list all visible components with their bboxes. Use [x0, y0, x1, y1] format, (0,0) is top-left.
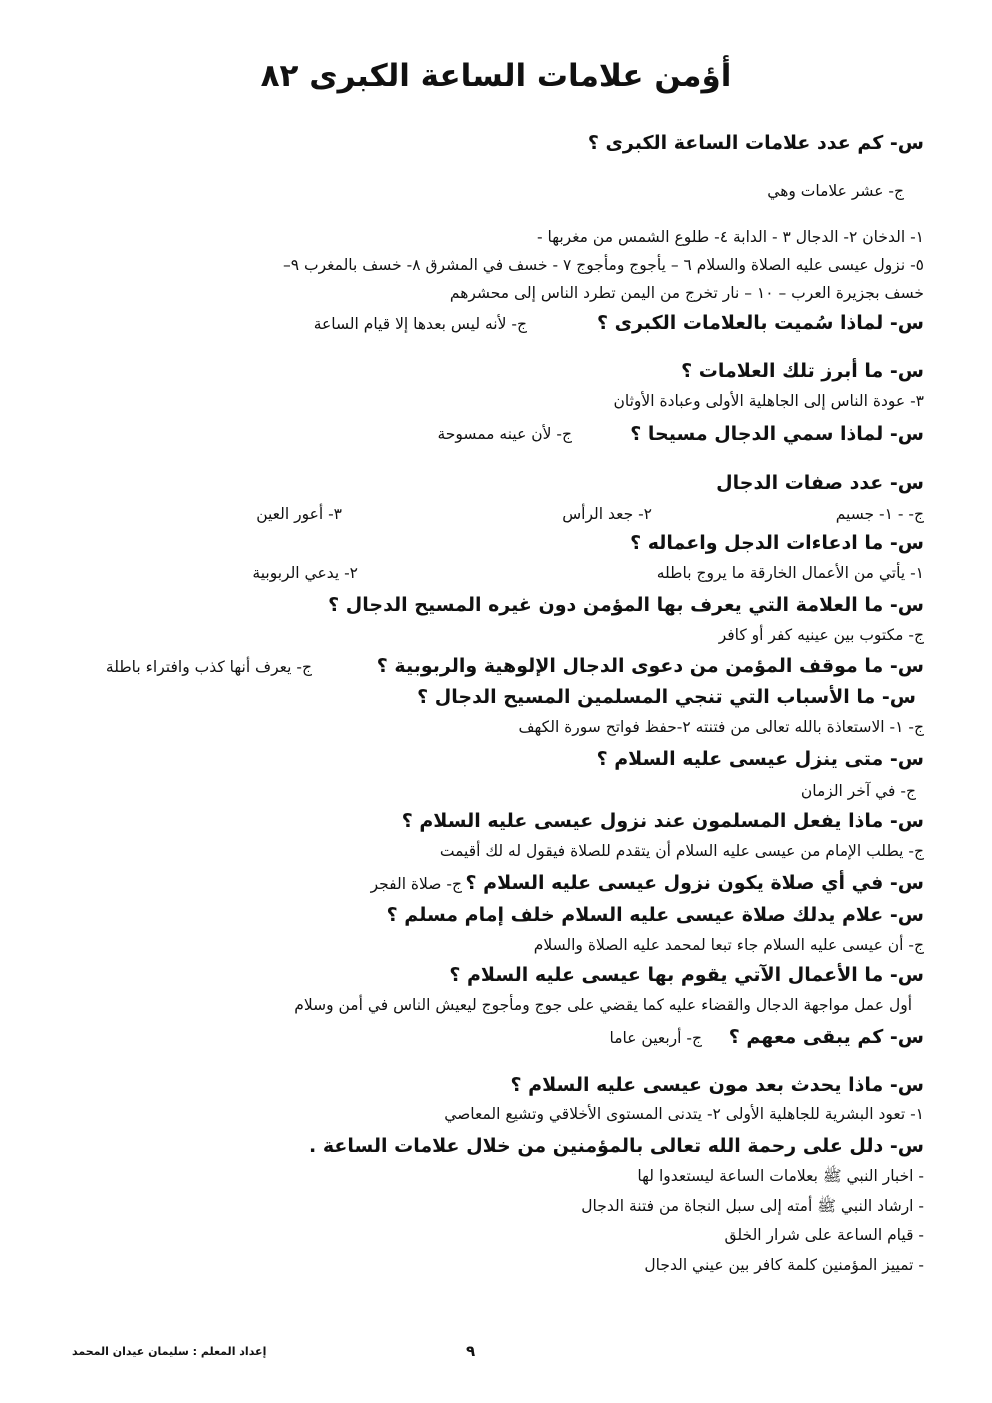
- question-line: س- لماذا سُميت بالعلامات الكبرى ؟: [597, 312, 924, 334]
- page-title: أؤمن علامات الساعة الكبرى ٨٢: [260, 58, 732, 94]
- question-line: س- ماذا يحدث بعد مون عيسى عليه السلام ؟: [510, 1074, 924, 1096]
- answer-inline: ٢- يدعي الربوبية: [252, 564, 358, 582]
- answer-inline: ج- يعرف أنها كذب وافتراء باطلة: [105, 658, 312, 676]
- question-line: س- لماذا سمي الدجال مسيحا ؟: [630, 423, 924, 445]
- question-line: س- ما الأسباب التي تنجي المسلمين المسيح الدجال ؟: [417, 686, 916, 708]
- answer-inline: ج- أربعين عاما: [609, 1029, 702, 1047]
- answer-line: ٣- عودة الناس إلى الجاهلية الأولى وعبادة الأوثان: [613, 392, 924, 410]
- question-line: س- ماذا يفعل المسلمون عند نزول عيسى عليه السلام ؟: [401, 810, 924, 832]
- answer-line: ج- يطلب الإمام من عيسى عليه السلام أن يتقدم للصلاة فيقول له لك أقيمت: [439, 842, 924, 860]
- answer-inline: ٢- جعد الرأس: [562, 505, 652, 523]
- question-line: س- ما العلامة التي يعرف بها المؤمن دون غيره المسيح الدجال ؟: [328, 594, 924, 616]
- question-line: س- ما الأعمال الآتي يقوم بها عيسى عليه السلام ؟: [449, 964, 924, 986]
- answer-line: ١- تعود البشرية للجاهلية الأولى ٢- يتدنى المستوى الأخلاقي وتشيع المعاصي: [444, 1105, 924, 1123]
- answer-line: ١- الدخان ٢- الدجال ٣ - الدابة ٤- طلوع الشمس من مغربها -: [536, 228, 924, 246]
- answer-line: ١- يأتي من الأعمال الخارقة ما يروج باطله: [656, 564, 924, 582]
- answer-line: ج- ١- الاستعاذة بالله تعالى من فتنته ٢-حفظ فواتح سورة الكهف: [518, 718, 924, 736]
- answer-inline: ٣- أعور العين: [256, 505, 342, 523]
- answer-inline: ج- لأنه ليس بعدها إلا قيام الساعة: [313, 315, 527, 333]
- answer-line: ج- - ١- جسيم: [835, 505, 924, 523]
- question-line: س- كم عدد علامات الساعة الكبرى ؟: [587, 132, 924, 154]
- question-line: س- كم يبقى معهم ؟: [728, 1026, 924, 1048]
- question-line: س- ما موقف المؤمن من دعوى الدجال الإلوهية والربوبية ؟: [376, 655, 924, 677]
- footer-author: إعداد المعلم : سليمان عيدان المحمد: [72, 1345, 267, 1358]
- answer-line: أول عمل مواجهة الدجال والقضاء عليه كما يقضي على جوج ومأجوج ليعيش الناس في أمن وسلام: [294, 996, 912, 1014]
- page-number: ٩: [466, 1342, 476, 1360]
- question-line: س- في أي صلاة يكون نزول عيسى عليه السلام ؟: [465, 872, 924, 894]
- answer-line: ج- في آخر الزمان: [800, 782, 916, 800]
- question-line: س- عدد صفات الدجال: [716, 472, 924, 494]
- answer-line: - تمييز المؤمنين كلمة كافر بين عيني الدجال: [644, 1256, 924, 1274]
- answer-line: ج- مكتوب بين عينيه كفر أو كافر: [718, 626, 924, 644]
- question-line: س- متى ينزل عيسى عليه السلام ؟: [596, 748, 924, 770]
- answer-line: - اخبار النبي ﷺ بعلامات الساعة ليستعدوا لها: [637, 1167, 924, 1185]
- answer-inline: ج- صلاة الفجر: [370, 875, 462, 893]
- answer-line: خسف بجزيرة العرب – ١٠ – نار تخرج من اليمن تطرد الناس إلى محشرهم: [449, 284, 924, 302]
- answer-line: ٥- نزول عيسى عليه الصلاة والسلام ٦ – يأجوج ومأجوج ٧ - خسف في المشرق ٨- خسف بالمغرب ٩–: [282, 256, 924, 274]
- question-line: س- علام يدلك صلاة عيسى عليه السلام خلف إمام مسلم ؟: [386, 904, 924, 926]
- question-line: س- ما ادعاءات الدجل واعماله ؟: [630, 532, 924, 554]
- answer-line: - ارشاد النبي ﷺ أمته إلى سبل النجاة من فتنة الدجال: [581, 1197, 924, 1215]
- answer-line: - قيام الساعة على شرار الخلق: [724, 1226, 924, 1244]
- answer-line: ج- أن عيسى عليه السلام جاء تبعا لمحمد عليه الصلاة والسلام: [533, 936, 924, 954]
- answer-inline: ج- لأن عينه ممسوحة: [437, 425, 572, 443]
- answer-line: ج- عشر علامات وهي: [767, 182, 904, 200]
- question-line: س- ما أبرز تلك العلامات ؟: [681, 360, 924, 382]
- question-line: س- دلل على رحمة الله تعالى بالمؤمنين من خلال علامات الساعة .: [309, 1135, 924, 1157]
